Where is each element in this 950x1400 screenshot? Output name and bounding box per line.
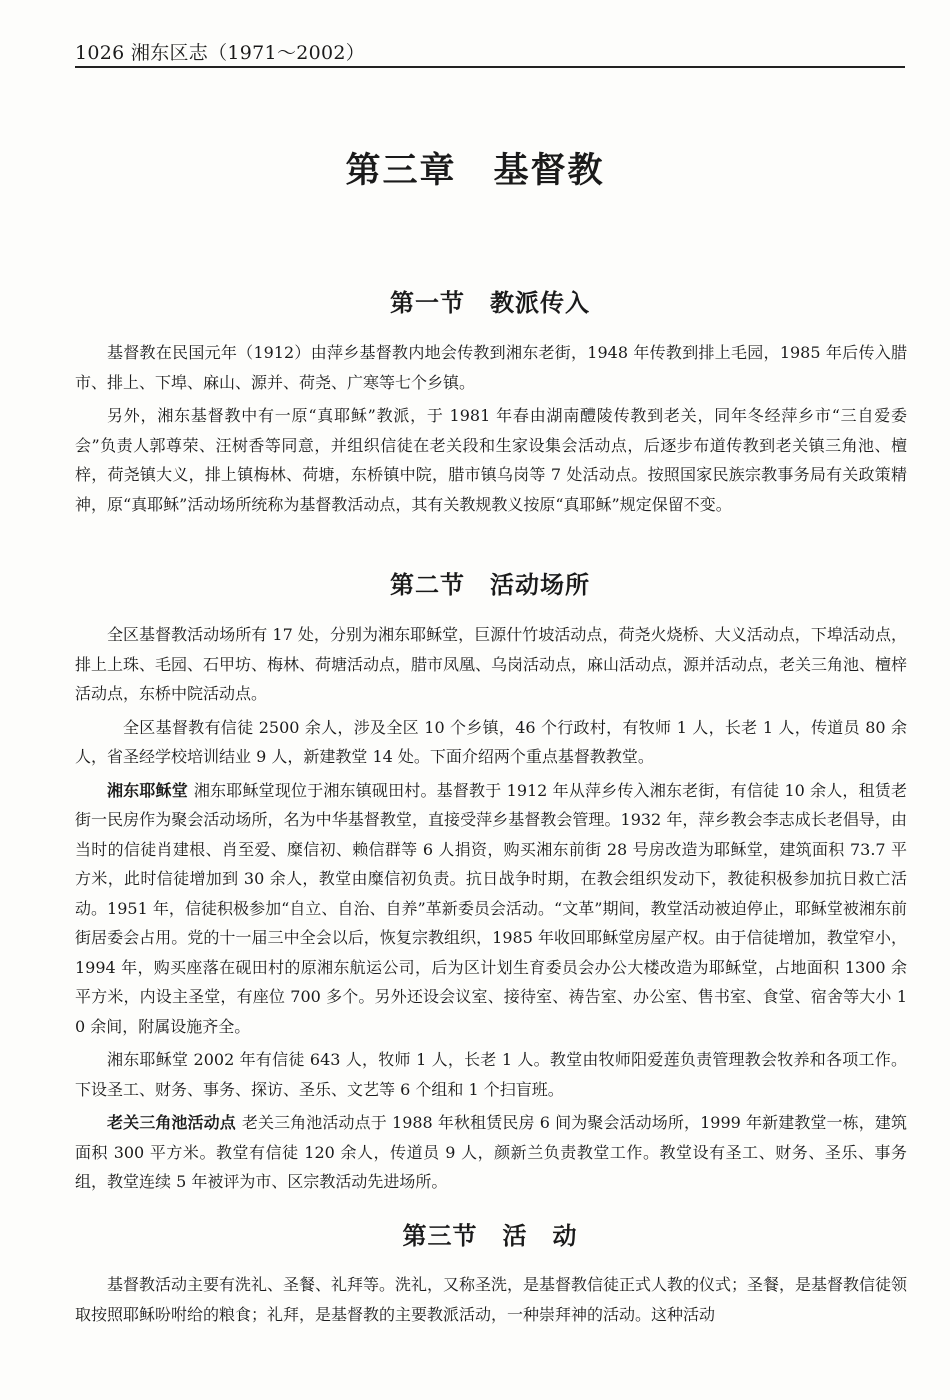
paragraph <box>75 1045 907 1104</box>
paragraph <box>75 1108 907 1197</box>
paragraph-text: 全区基督教有信徒 2500 余人，涉及全区 10 个乡镇，46 个行政村，有牧师 1 人，长老 1 人，传道员 80 余人，省圣经学校培训结业 9 人，新建教堂 14 处。下面介绍两个重点基督教教堂。 <box>75 717 907 766</box>
paragraph <box>75 401 907 519</box>
paragraph-text: 全区基督教活动场所有 17 处，分别为湘东耶稣堂，巨源什竹坡活动点，荷尧火烧桥、大义活动点，下埠活动点，排上上珠、毛园、石甲坊、梅林、荷塘活动点，腊市凤凰、乌岗活动点，麻山活动点，源并活动点，老关三角池、檀梓活动点，东桥中院活动点。 <box>75 625 908 703</box>
section-title-1: 第一节 教派传入 <box>390 289 590 317</box>
paragraph-text: 老关三角池活动点于 1988 年秋租赁民房 6 间为聚会活动场所，1999 年新建教堂一栋，建筑面积 300 平方米。教堂有信徒 120 余人，传道员 9 人，颜新兰负责教堂工作。教堂设有圣工、财务、圣乐、事务组，教堂连续 5 年被评为市、区宗教活动先进场所。 <box>75 1113 907 1191</box>
paragraph-text: 湘东耶稣堂 2002 年有信徒 643 人，牧师 1 人，长老 1 人。教堂由牧师阳爱莲负责管理教会牧养和各项工作。下设圣工、财务、事务、探访、圣乐、文艺等 6 个组和 1 个扫盲班。 <box>75 1050 907 1099</box>
section-title-2: 第二节 活动场所 <box>390 571 590 599</box>
paragraph <box>75 338 907 397</box>
paragraph-text: 另外，湘东基督教中有一原“真耶稣”教派，于 1981 年春由湖南醴陵传教到老关，同年冬经萍乡市“三自爱委会”负责人郭尊荣、汪树香等同意，并组织信徒在老关段和生家设集会活动点，后逐步布道传教到老关镇三角池、檀梓，荷尧镇大义，排上镇梅林、荷塘，东桥镇中院，腊市镇乌岗等 7 处活动点。按照国家民族宗教事务局有关政策精神，原“真耶稣”活动场所统称为基督教活动点，其有关教规教义按原“真耶稣”规定保留不变。 <box>75 406 907 514</box>
section-3-body <box>75 1270 907 1333</box>
paragraph-lead: 湘东耶稣堂 <box>107 780 188 800</box>
paragraph <box>75 776 907 1042</box>
section-1-body <box>75 338 907 523</box>
paragraph-text: 基督教活动主要有洗礼、圣餐、礼拜等。洗礼，又称圣洗，是基督教信徒正式人教的仪式；圣餐，是基督教信徒领取按照耶稣吩咐给的粮食；礼拜，是基督教的主要教派活动，一种崇拜神的活动。这种活动 <box>75 1275 908 1324</box>
section-2-body <box>75 620 907 1201</box>
header-rule <box>75 66 905 68</box>
paragraph-text: 基督教在民国元年（1912）由萍乡基督教内地会传教到湘东老街，1948 年传教到排上毛园，1985 年后传入腊市、排上、下埠、麻山、源并、荷尧、广寒等七个乡镇。 <box>75 343 907 392</box>
paragraph <box>75 620 907 709</box>
paragraph <box>75 713 907 772</box>
paragraph-lead: 老关三角池活动点 <box>107 1113 236 1132</box>
running-header: 1026 湘东区志（1971～2002） <box>75 42 366 64</box>
paragraph-text: 湘东耶稣堂现位于湘东镇砚田村。基督教于 1912 年从萍乡传入湘东老街，有信徒 10 余人，租赁老街一民房作为聚会活动场所，名为中华基督教堂，直接受萍乡基督教会管理。1932 年，萍乡教会李志成长老倡导，由当时的信徒肖建根、肖至爱、糜信初、赖信群等 6 人捐资，购买湘东前街 28 号房改造为耶稣堂，建筑面积 73.7 平方米，此时信徒增加到 30 余人，教堂由糜信初负责。抗日战争时期，在教会组织发动下，教徒积极参加抗日救亡活动。1951 年，信徒积极参加“自立、自治、自养”革新委员会活动。“文革”期间，教堂活动被迫停止，耶稣堂被湘东前街居委会占用。党的十一届三中全会以后，恢复宗教组织，1985 年收回耶稣堂房屋产权。由于信徒增加，教堂窄小，1994 年，购买座落在砚田村的原湘东航运公司，后为区计划生育委员会办公大楼改造为耶稣堂，占地面积 1300 余平方米，内设主圣堂，有座位 700 多个。另外还设会议室、接待室、祷告室、办公室、售书室、食堂、宿舍等大小 10 余间，附属设施齐全。 <box>75 780 907 1036</box>
section-title-3: 第三节 活 动 <box>402 1222 578 1250</box>
paragraph <box>75 1270 907 1329</box>
chapter-title: 第三章 基督教 <box>345 151 605 191</box>
